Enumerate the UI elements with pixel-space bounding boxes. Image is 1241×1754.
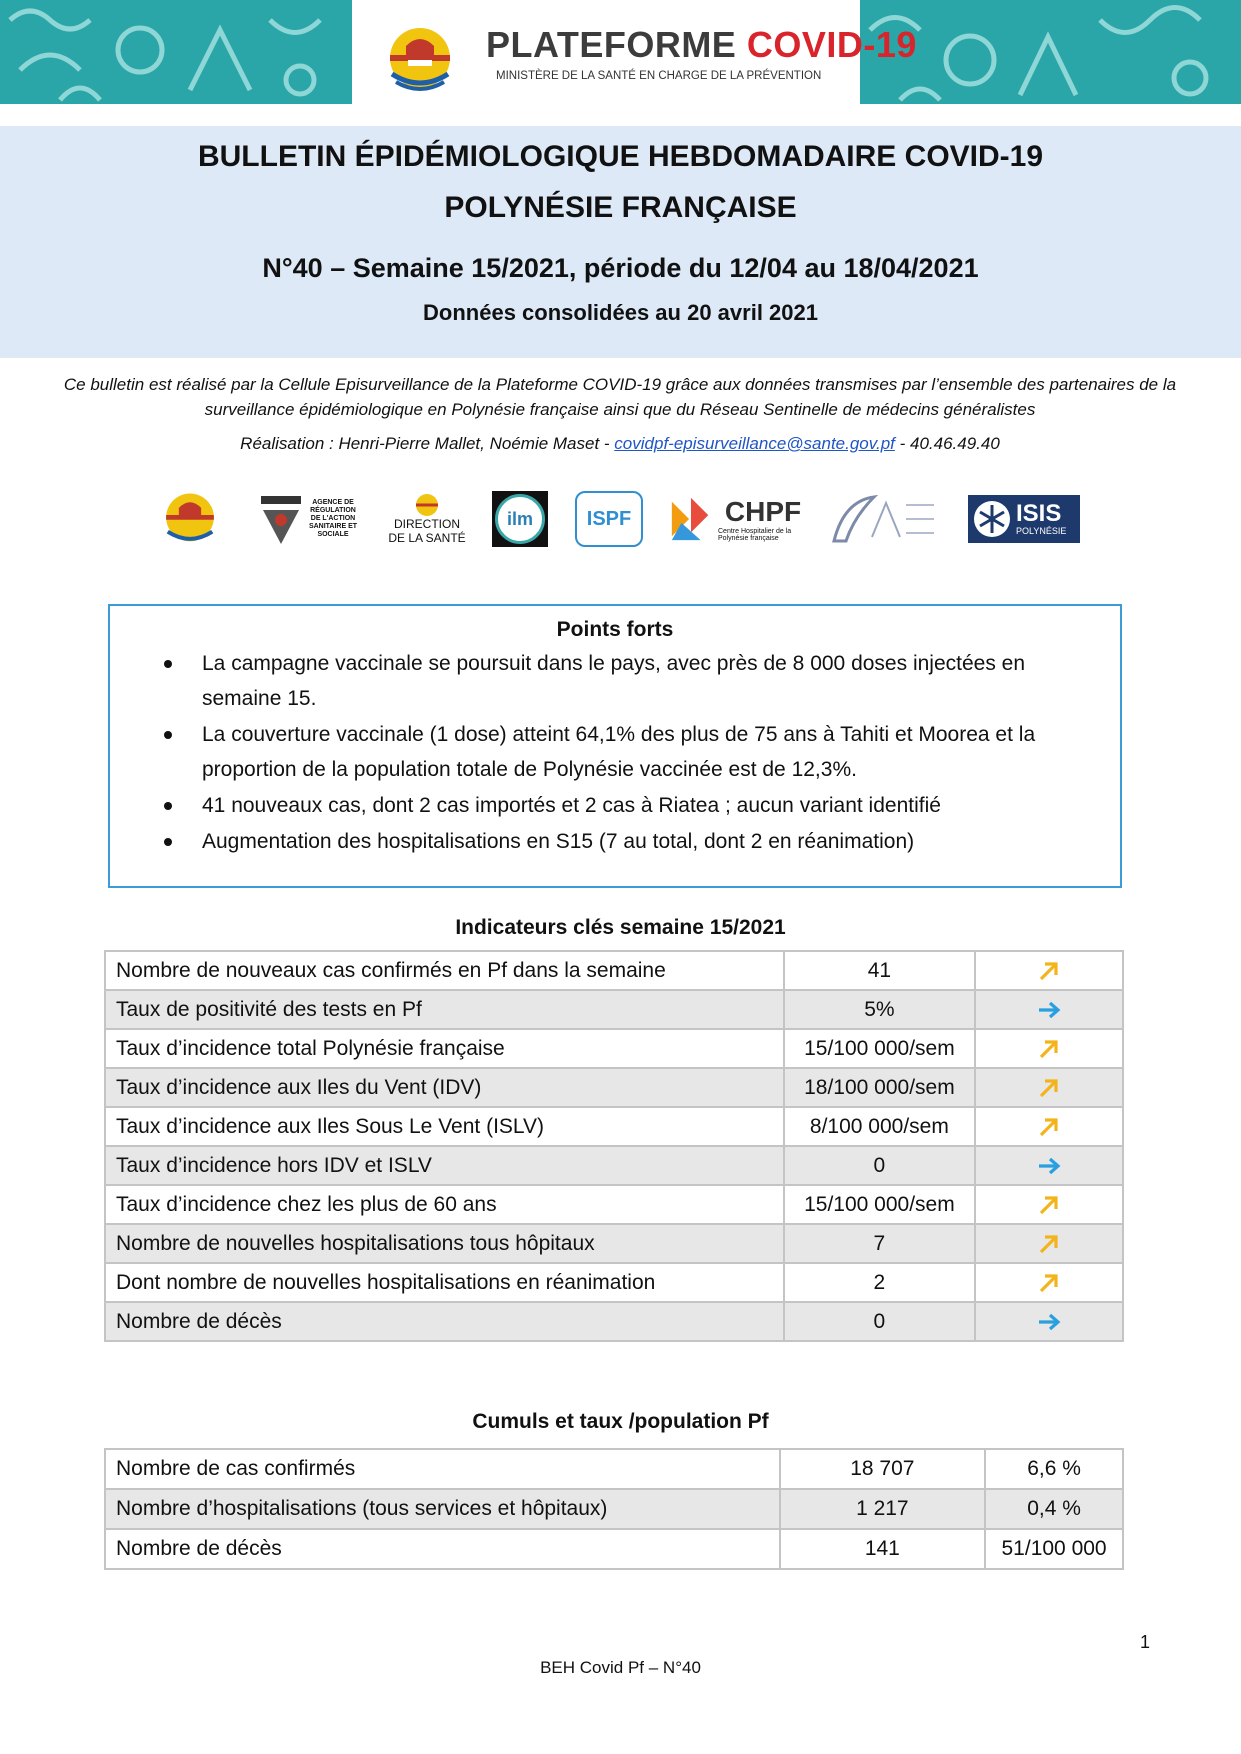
cumuls-title: Cumuls et taux /population Pf <box>472 1410 769 1433</box>
cumul-count: 18 707 <box>780 1449 986 1489</box>
indicator-trend <box>975 1263 1123 1302</box>
cumul-label: Nombre d’hospitalisations (tous services et hôpitaux) <box>105 1489 780 1529</box>
isis-snowflake-icon <box>972 499 1012 539</box>
bulletin-title-line2: POLYNÉSIE FRANÇAISE <box>444 191 797 224</box>
trend-stable-arrow-icon <box>1036 1154 1062 1177</box>
indicator-label: Taux d’incidence total Polynésie française <box>105 1029 784 1068</box>
indicator-value: 5% <box>784 990 976 1029</box>
direction-sante-line1: DIRECTION <box>394 517 460 531</box>
indicator-trend <box>975 951 1123 990</box>
indicator-row <box>105 1068 1123 1107</box>
indicator-value: 0 <box>784 1146 976 1185</box>
indicator-trend <box>975 1302 1123 1341</box>
trend-up-arrow-icon <box>1036 1076 1062 1099</box>
indicator-trend <box>975 1107 1123 1146</box>
trend-up-arrow-icon <box>1036 1037 1062 1060</box>
indicator-label: Nombre de nouvelles hospitalisations tous hôpitaux <box>105 1224 784 1263</box>
polynesia-seal-logo <box>154 488 226 550</box>
indicator-value: 15/100 000/sem <box>784 1029 976 1068</box>
trend-up-arrow-icon <box>1036 1232 1062 1255</box>
indicator-label: Dont nombre de nouvelles hospitalisations en réanimation <box>105 1263 784 1302</box>
indicator-label: Taux d’incidence aux Iles Sous Le Vent (ISLV) <box>105 1107 784 1146</box>
isis-logo-subtext: POLYNÉSIE <box>1016 526 1067 536</box>
indicator-trend <box>975 990 1123 1029</box>
header-decoration-right <box>860 0 1241 104</box>
ilm-logo-text: ilm <box>495 494 545 544</box>
indicator-label: Taux d’incidence chez les plus de 60 ans <box>105 1185 784 1224</box>
cumul-label: Nombre de décès <box>105 1529 780 1569</box>
indicator-row <box>105 1224 1123 1263</box>
bulletin-issue: N°40 – Semaine 15/2021, période du 12/04 au 18/04/2021 <box>262 253 979 283</box>
header-decoration-left <box>0 0 352 104</box>
credits-line <box>40 434 1200 454</box>
cumul-row <box>105 1489 1123 1529</box>
trend-up-arrow-icon <box>1036 959 1062 982</box>
page-footer: BEH Covid Pf – N°40 <box>540 1658 701 1677</box>
cumuls-table <box>104 1448 1124 1570</box>
cumul-rate: 51/100 000 <box>985 1529 1123 1569</box>
indicator-label: Nombre de décès <box>105 1302 784 1341</box>
indicator-value: 18/100 000/sem <box>784 1068 976 1107</box>
direction-sante-line2: DE LA SANTÉ <box>388 531 466 545</box>
indicator-trend <box>975 1029 1123 1068</box>
cumul-count: 1 217 <box>780 1489 986 1529</box>
indicator-row <box>105 1029 1123 1068</box>
partner-logos <box>150 488 1090 550</box>
arass-logo-text: AGENCE DE RÉGULATION DE L'ACTION SANITAIRE ET SOCIALE <box>308 499 358 538</box>
highlight-item: La campagne vaccinale se poursuit dans le pays, avec près de 8 000 doses injectées en semaine 15. <box>162 646 1092 716</box>
indicator-value: 0 <box>784 1302 976 1341</box>
indicator-trend <box>975 1068 1123 1107</box>
highlights-heading: Points forts <box>556 618 674 641</box>
cumul-row <box>105 1529 1123 1569</box>
indicator-label: Taux d’incidence aux Iles du Vent (IDV) <box>105 1068 784 1107</box>
trend-stable-arrow-icon <box>1036 1310 1062 1333</box>
isis-logo-text: ISIS <box>1016 500 1062 527</box>
platform-title-accent: COVID-19 <box>746 24 917 65</box>
page-number: 1 <box>1140 1632 1151 1652</box>
trend-up-arrow-icon <box>1036 1115 1062 1138</box>
indicator-value: 8/100 000/sem <box>784 1107 976 1146</box>
indicator-value: 15/100 000/sem <box>784 1185 976 1224</box>
indicator-label: Nombre de nouveaux cas confirmés en Pf dans la semaine <box>105 951 784 990</box>
arass-logo <box>254 488 364 550</box>
indicator-value: 41 <box>784 951 976 990</box>
bulletin-title-block <box>0 126 1241 358</box>
indicator-trend <box>975 1146 1123 1185</box>
cumul-rate: 0,4 % <box>985 1489 1123 1529</box>
highlight-item: La couverture vaccinale (1 dose) atteint 64,1% des plus de 75 ans à Tahiti et Moorea et la proportion de la population totale de Polynésie vaccinée est de 12,3%. <box>162 717 1092 787</box>
indicator-trend <box>975 1224 1123 1263</box>
credits-authors: Réalisation : Henri-Pierre Mallet, Noémie Maset - <box>240 434 615 453</box>
indicator-row <box>105 1146 1123 1185</box>
platform-brand <box>380 20 917 92</box>
contact-phone: - 40.46.49.40 <box>894 434 1000 453</box>
indicator-row <box>105 951 1123 990</box>
contact-email-link[interactable]: covidpf-episurveillance@sante.gov.pf <box>614 434 895 453</box>
indicator-row <box>105 1302 1123 1341</box>
highlight-item: Augmentation des hospitalisations en S15 (7 au total, dont 2 en réanimation) <box>162 824 1092 859</box>
indicator-row <box>105 1107 1123 1146</box>
isis-logo <box>966 488 1082 550</box>
intro-text: Ce bulletin est réalisé par la Cellule Episurveillance de la Plateforme COVID-19 grâce aux données transmises par l’ensemble des partenaires de la surveillance épidémiologique en Polynésie française ainsi que du Réseau Sentinelle de médecins généralistes <box>63 375 1177 419</box>
indicators-table <box>104 950 1124 1342</box>
indicator-value: 7 <box>784 1224 976 1263</box>
cumul-count: 141 <box>780 1529 986 1569</box>
trend-up-arrow-icon <box>1036 1193 1062 1216</box>
cumul-rate: 6,6 % <box>985 1449 1123 1489</box>
highlights-box <box>108 604 1122 888</box>
bulletin-consolidated-date: Données consolidées au 20 avril 2021 <box>423 300 818 325</box>
chpf-logo-text: CHPF <box>724 496 802 527</box>
indicator-row <box>105 990 1123 1029</box>
indicator-value: 2 <box>784 1263 976 1302</box>
indicator-label: Taux de positivité des tests en Pf <box>105 990 784 1029</box>
ispf-logo-text: ISPF <box>575 491 643 547</box>
direction-sante-logo <box>382 488 472 550</box>
highlights-list <box>162 646 1092 860</box>
indicators-title: Indicateurs clés semaine 15/2021 <box>455 916 786 939</box>
feather-logo <box>826 488 944 550</box>
indicator-row <box>105 1185 1123 1224</box>
platform-title <box>486 24 917 66</box>
highlight-item: 41 nouveaux cas, dont 2 cas importés et 2 cas à Riatea ; aucun variant identifié <box>162 788 1092 823</box>
cumul-row <box>105 1449 1123 1489</box>
polynesia-seal-icon <box>380 24 468 96</box>
ilm-logo <box>490 488 550 550</box>
cumul-label: Nombre de cas confirmés <box>105 1449 780 1489</box>
trend-up-arrow-icon <box>1036 1271 1062 1294</box>
chpf-logo-subtext: Centre Hospitalier de la Polynésie française <box>718 528 792 542</box>
platform-title-main: PLATEFORME <box>486 24 737 65</box>
ministry-label: MINISTÈRE DE LA SANTÉ EN CHARGE DE LA PRÉVENTION <box>496 70 822 82</box>
bulletin-title-line1: BULLETIN ÉPIDÉMIOLOGIQUE HEBDOMADAIRE COVID-19 <box>197 140 1044 173</box>
indicator-label: Taux d’incidence hors IDV et ISLV <box>105 1146 784 1185</box>
ispf-logo <box>574 488 644 550</box>
trend-stable-arrow-icon <box>1036 998 1062 1021</box>
indicator-trend <box>975 1185 1123 1224</box>
chpf-logo <box>668 488 808 550</box>
indicator-row <box>105 1263 1123 1302</box>
